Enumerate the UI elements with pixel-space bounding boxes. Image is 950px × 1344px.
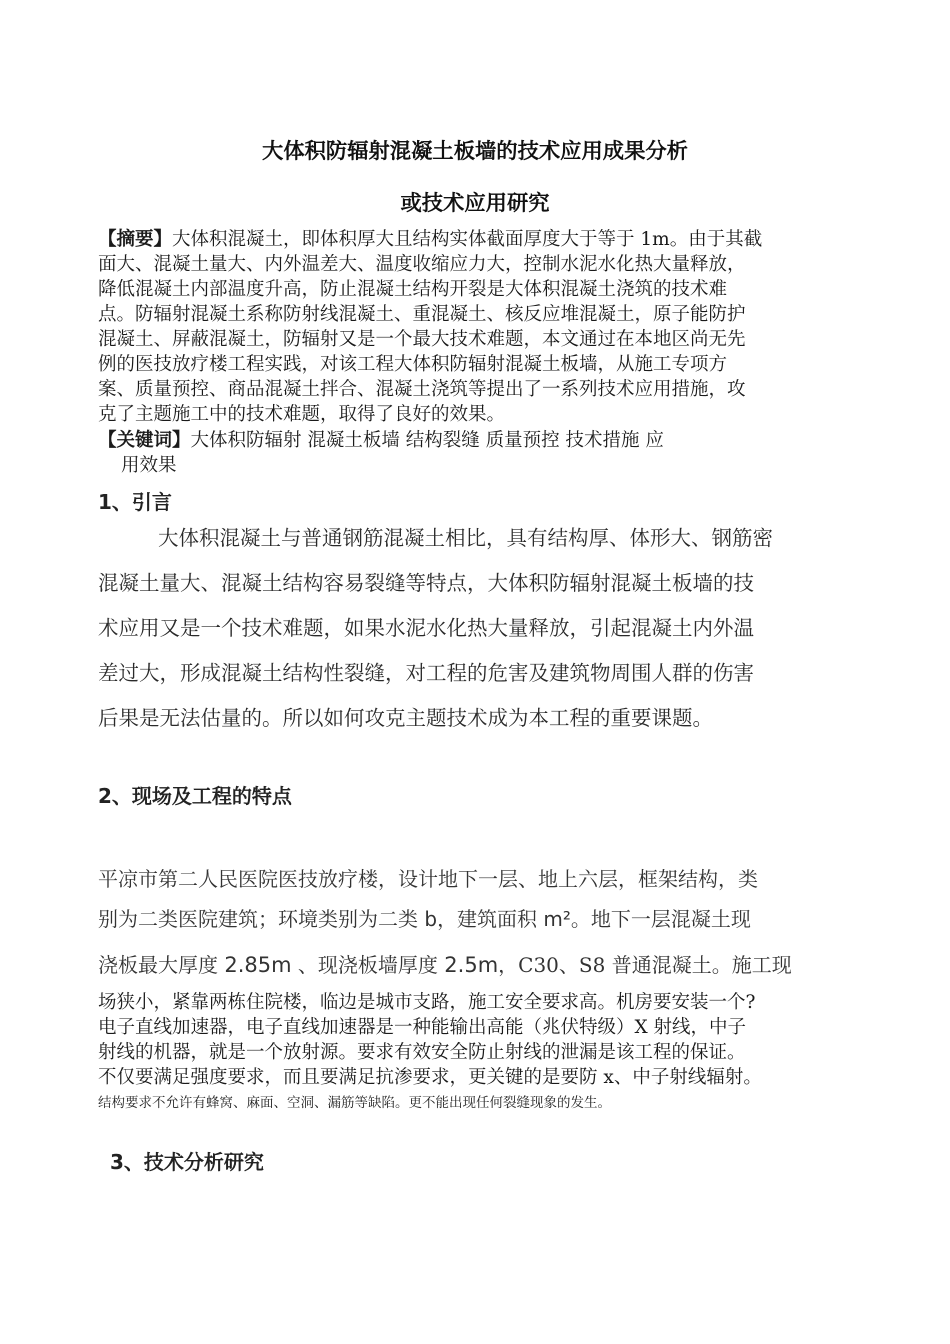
section-heading-site: 2、现场及工程的特点 (98, 784, 292, 808)
abstract-line: 【摘要】大体积混凝土，即体积厚大且结构实体截面厚度大于等于 1m。由于其截 (98, 229, 763, 250)
keywords-line: 用效果 (121, 455, 177, 476)
site-line: 场狭小，紧靠两栋住院楼，临边是城市支路，施工安全要求高。机房要安装一个? (98, 992, 756, 1013)
abstract-line: 案、质量预控、商品混凝土拌合、混凝土浇筑等提出了一系列技术应用措施，攻 (98, 379, 746, 400)
keywords-label: 【关键词】 (98, 430, 191, 451)
abstract-label: 【摘要】 (98, 229, 173, 250)
site-line: 别为二类医院建筑；环境类别为二类 b，建筑面积 m²。地下一层混凝土现 (98, 907, 751, 931)
site-line: 射线的机器，就是一个放射源。要求有效安全防止射线的泄漏是该工程的保证。 (98, 1042, 746, 1063)
site-note-line: 结构要求不允许有蜂窝、麻面、空洞、漏筋等缺陷。更不能出现任何裂缝现象的发生。 (98, 1095, 611, 1111)
site-line: 平凉市第二人民医院医技放疗楼，设计地下一层、地上六层，框架结构，类 (98, 867, 758, 891)
section-heading-intro: 1、引言 (98, 490, 172, 514)
abstract-line: 克了主题施工中的技术难题，取得了良好的效果。 (98, 404, 506, 425)
document-subtitle: 或技术应用研究 (400, 191, 550, 216)
intro-line: 大体积混凝土与普通钢筋混凝土相比，具有结构厚、体形大、钢筋密 (158, 526, 773, 550)
site-line: 不仅要满足强度要求，而且要满足抗渗要求，更关键的是要防 x、中子射线辐射。 (98, 1067, 762, 1088)
abstract-line: 混凝土、屏蔽混凝土，防辐射又是一个最大技术难题，本文通过在本地区尚无先 (98, 329, 746, 350)
intro-line: 差过大，形成混凝土结构性裂缝，对工程的危害及建筑物周围人群的伤害 (98, 661, 754, 685)
site-line: 浇板最大厚度 2.85m 、现浇板墙厚度 2.5m，C30、S8 普通混凝土。施工现 (98, 953, 792, 977)
keywords-line: 【关键词】大体积防辐射 混凝土板墙 结构裂缝 质量预控 技术措施 应 (98, 430, 664, 451)
abstract-line: 点。防辐射混凝土系称防射线混凝土、重混凝土、核反应堆混凝土，原子能防护 (98, 304, 746, 325)
abstract-line: 面大、混凝土量大、内外温差大、温度收缩应力大，控制水泥水化热大量释放， (98, 254, 746, 275)
intro-line: 术应用又是一个技术难题，如果水泥水化热大量释放，引起混凝土内外温 (98, 616, 754, 640)
site-line: 电子直线加速器，电子直线加速器是一种能输出高能（兆伏特级）X 射线，中子 (98, 1017, 747, 1038)
section-heading-analysis: 3、技术分析研究 (110, 1150, 264, 1174)
abstract-line: 降低混凝土内部温度升高，防止混凝土结构开裂是大体积混凝土浇筑的技术难 (98, 279, 728, 300)
intro-line: 混凝土量大、混凝土结构容易裂缝等特点，大体积防辐射混凝土板墙的技 (98, 571, 754, 595)
document-title: 大体积防辐射混凝土板墙的技术应用成果分析 (262, 139, 688, 164)
intro-line: 后果是无法估量的。所以如何攻克主题技术成为本工程的重要课题。 (98, 706, 713, 730)
abstract-line: 例的医技放疗楼工程实践，对该工程大体积防辐射混凝土板墙，从施工专项方 (98, 354, 728, 375)
